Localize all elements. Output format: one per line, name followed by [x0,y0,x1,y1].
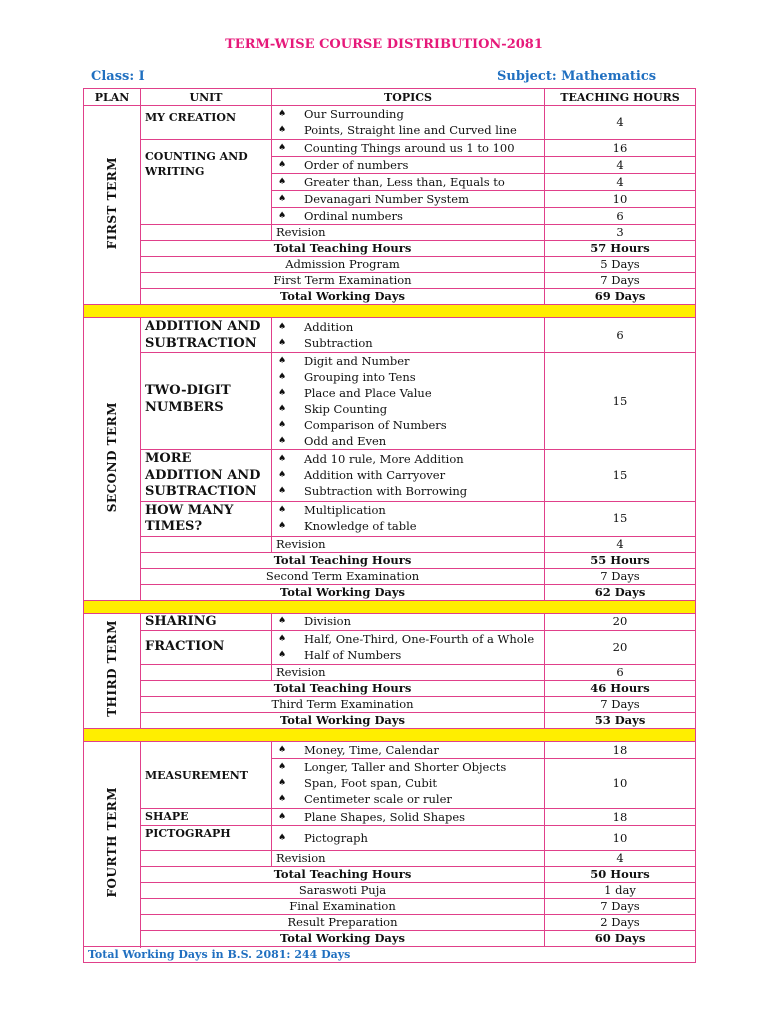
extra-value: 7 Days [545,273,696,289]
table-row [84,851,696,867]
hours-cell: 10 [545,759,696,809]
term-separator [84,600,696,613]
list-item: ♠ Add 10 rule, More Addition [278,451,464,466]
list-item: ♠ Comparison of Numbers [278,417,447,432]
total-working-value: 69 Days [545,289,696,305]
hours-cell: 4 [545,157,696,174]
spade-bullet-icon: ♠ [278,193,287,204]
total-teaching-label: Total Teaching Hours [141,241,545,257]
spade-bullet-icon: ♠ [278,453,287,464]
spade-bullet-icon: ♠ [278,159,287,170]
unit-cell: SHARING [141,613,272,631]
revision-value: 6 [545,665,696,681]
table-row [84,318,696,353]
empty-unit-cell [141,225,272,241]
unit-cell: ADDITION AND SUBTRACTION [141,318,272,353]
spade-bullet-icon: ♠ [278,811,287,822]
total-working-label: Total Working Days [141,713,545,729]
plan-label: FIRST TERM [104,156,119,250]
table-row [84,273,696,289]
table-row [84,552,696,568]
table-row [84,713,696,729]
hours-cell: 16 [545,140,696,157]
topics-cell [272,208,545,225]
spade-bullet-icon: ♠ [278,469,287,480]
table-row [84,697,696,713]
table-row [84,665,696,681]
header-plan: PLAN [84,89,141,106]
spade-bullet-icon: ♠ [278,485,287,496]
list-item: ♠ Money, Time, Calendar [278,742,439,757]
hours-cell: 6 [545,318,696,353]
table-row [84,826,696,851]
spade-bullet-icon: ♠ [278,794,287,804]
spade-bullet-icon: ♠ [278,744,287,755]
list-item: ♠ Pictograph [278,830,368,845]
unit-cell: PICTOGRAPH [141,826,272,851]
spade-bullet-icon: ♠ [278,616,287,627]
hours-cell: 4 [545,106,696,140]
hours-cell: 6 [545,208,696,225]
table-row [84,899,696,915]
topics-cell [272,106,545,140]
table-row [84,225,696,241]
header-topics: TOPICS [272,89,545,106]
spade-bullet-icon: ♠ [278,778,287,788]
hours-cell: 15 [545,450,696,502]
total-teaching-label: Total Teaching Hours [141,681,545,697]
empty-unit-cell [141,536,272,552]
hours-cell: 4 [545,174,696,191]
table-row [84,631,696,665]
spade-bullet-icon: ♠ [278,435,287,446]
total-working-days-year: Total Working Days in B.S. 2081: 244 Days [84,947,696,963]
course-distribution-table [83,88,696,963]
spade-bullet-icon: ♠ [278,176,287,187]
spade-bullet-icon: ♠ [278,403,287,414]
table-row [84,568,696,584]
table-row [84,257,696,273]
topics-cell [272,191,545,208]
spade-bullet-icon: ♠ [278,387,287,398]
table-row [84,106,696,140]
revision-label: Revision [272,225,545,241]
table-row [84,289,696,305]
spade-bullet-icon: ♠ [278,419,287,430]
table-row [84,353,696,450]
extra-label: Result Preparation [141,915,545,931]
extra-value: 7 Days [545,697,696,713]
topics-cell [272,613,545,631]
table-row [84,915,696,931]
list-item: ♠ Division [278,614,351,629]
spade-bullet-icon: ♠ [278,521,287,531]
hours-cell: 20 [545,613,696,631]
hours-cell: 15 [545,501,696,536]
list-item: ♠ Subtraction [278,335,373,350]
table-row [84,931,696,947]
table-row [84,742,696,759]
unit-cell: MY CREATION [141,106,272,140]
spade-bullet-icon: ♠ [278,210,287,221]
spade-bullet-icon: ♠ [278,832,287,843]
total-working-label: Total Working Days [141,289,545,305]
list-item: ♠ Place and Place Value [278,385,432,400]
extra-value: 1 day [545,883,696,899]
table-row [84,140,696,157]
topics-cell [272,174,545,191]
table-row [84,536,696,552]
unit-cell: FRACTION [141,631,272,665]
unit-cell: COUNTING AND WRITING [141,140,272,225]
list-item: ♠ Plane Shapes, Solid Shapes [278,809,466,824]
list-item: ♠ Our Surrounding [278,107,404,121]
spade-bullet-icon: ♠ [278,355,287,366]
extra-value: 5 Days [545,257,696,273]
list-item: ♠ Half, One-Third, One-Fourth of a Whole [278,632,535,646]
topics-cell [272,826,545,851]
hours-cell: 15 [545,353,696,450]
total-working-value: 53 Days [545,713,696,729]
header-teaching-hours: TEACHING HOURS [545,89,696,106]
spade-bullet-icon: ♠ [278,321,287,332]
extra-label: Second Term Examination [141,568,545,584]
revision-value: 3 [545,225,696,241]
plan-first-term [84,106,141,305]
total-teaching-label: Total Teaching Hours [141,552,545,568]
spade-bullet-icon: ♠ [278,125,287,135]
hours-cell: 20 [545,631,696,665]
table-row [84,241,696,257]
list-item: ♠ Greater than, Less than, Equals to [278,174,505,189]
extra-value: 7 Days [545,568,696,584]
page-title: TERM-WISE COURSE DISTRIBUTION-2081 [225,37,543,52]
extra-label: Third Term Examination [141,697,545,713]
extra-value: 7 Days [545,899,696,915]
list-item: ♠ Points, Straight line and Curved line [278,123,517,137]
plan-label: SECOND TERM [104,401,119,512]
topics-cell [272,353,545,450]
list-item: ♠ Order of numbers [278,157,409,172]
list-item: ♠ Longer, Taller and Shorter Objects [278,760,507,774]
revision-label: Revision [272,536,545,552]
revision-label: Revision [272,665,545,681]
list-item: ♠ Addition with Carryover [278,467,446,482]
table-row [84,613,696,631]
spade-bullet-icon: ♠ [278,371,287,382]
table-row [84,450,696,502]
spade-bullet-icon: ♠ [278,634,287,644]
total-working-label: Total Working Days [141,931,545,947]
topics-cell [272,157,545,174]
empty-unit-cell [141,665,272,681]
list-item: ♠ Devanagari Number System [278,191,469,206]
table-row [84,883,696,899]
total-working-value: 62 Days [545,584,696,600]
unit-cell: SHAPE [141,809,272,826]
list-item: ♠ Skip Counting [278,401,388,416]
list-item: ♠ Knowledge of table [278,519,417,533]
table-row [84,809,696,826]
extra-value: 2 Days [545,915,696,931]
hours-cell: 18 [545,809,696,826]
revision-label: Revision [272,851,545,867]
table-row [84,681,696,697]
revision-value: 4 [545,536,696,552]
empty-unit-cell [141,851,272,867]
list-item: ♠ Span, Foot span, Cubit [278,776,437,790]
spade-bullet-icon: ♠ [278,337,287,348]
class-label: Class: I [91,69,145,84]
unit-cell: HOW MANY TIMES? [141,501,272,536]
total-teaching-value: 50 Hours [545,867,696,883]
header-unit: UNIT [141,89,272,106]
list-item: ♠ Half of Numbers [278,648,402,662]
extra-label: First Term Examination [141,273,545,289]
plan-label: FOURTH TERM [104,786,119,898]
total-teaching-value: 57 Hours [545,241,696,257]
extra-label: Saraswoti Puja [141,883,545,899]
hours-cell: 18 [545,742,696,759]
plan-third-term [84,613,141,729]
list-item: ♠ Digit and Number [278,353,410,368]
table-row [84,584,696,600]
list-item: ♠ Addition [278,319,354,334]
spade-bullet-icon: ♠ [278,505,287,515]
unit-cell: TWO-DIGIT NUMBERS [141,353,272,450]
topics-cell [272,631,545,665]
topics-cell [272,450,545,502]
table-header-row [84,89,696,106]
total-teaching-value: 55 Hours [545,552,696,568]
hours-cell: 10 [545,191,696,208]
spade-bullet-icon: ♠ [278,142,287,153]
total-working-label: Total Working Days [141,584,545,600]
total-teaching-value: 46 Hours [545,681,696,697]
total-working-value: 60 Days [545,931,696,947]
spade-bullet-icon: ♠ [278,109,287,119]
term-separator [84,729,696,742]
topics-cell [272,140,545,157]
topics-cell [272,742,545,759]
extra-label: Final Examination [141,899,545,915]
spade-bullet-icon: ♠ [278,762,287,772]
list-item: ♠ Subtraction with Borrowing [278,483,468,498]
table-footer-row [84,947,696,963]
topics-cell [272,318,545,353]
unit-cell: MORE ADDITION AND SUBTRACTION [141,450,272,502]
table-row [84,501,696,536]
topics-cell [272,759,545,809]
unit-cell: MEASUREMENT [141,742,272,809]
list-item: ♠ Grouping into Tens [278,369,416,384]
spade-bullet-icon: ♠ [278,650,287,660]
topics-cell [272,501,545,536]
term-separator [84,305,696,318]
list-item: ♠ Multiplication [278,503,386,517]
list-item: ♠ Counting Things around us 1 to 100 [278,140,515,155]
plan-second-term [84,318,141,601]
list-item: ♠ Ordinal numbers [278,208,403,223]
topics-cell [272,809,545,826]
hours-cell: 10 [545,826,696,851]
list-item: ♠ Odd and Even [278,433,387,448]
total-teaching-label: Total Teaching Hours [141,867,545,883]
extra-label: Admission Program [141,257,545,273]
list-item: ♠ Centimeter scale or ruler [278,792,452,806]
revision-value: 4 [545,851,696,867]
plan-label: THIRD TERM [104,620,119,718]
plan-fourth-term [84,742,141,947]
table-row [84,867,696,883]
subject-label: Subject: Mathematics [497,69,657,84]
